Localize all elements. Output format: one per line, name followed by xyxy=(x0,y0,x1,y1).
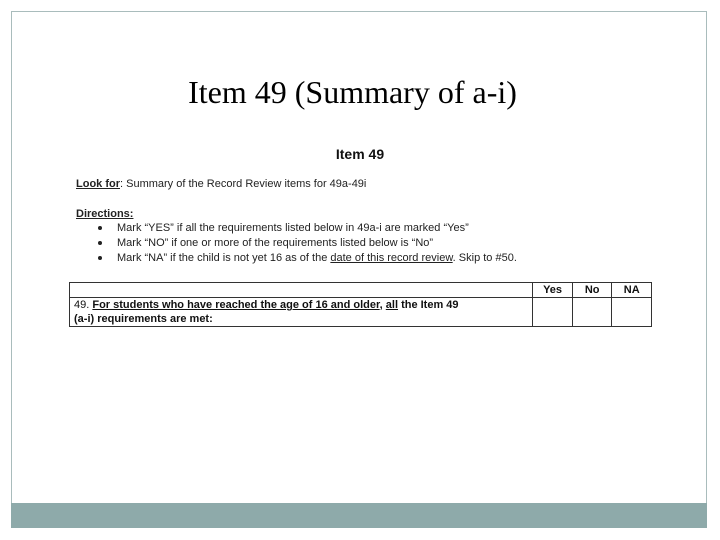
question-cell: 49. For students who have reached the age of 16 and older, all the Item 49 (a-i) requirements are met: xyxy=(70,298,533,327)
table-row xyxy=(70,298,652,327)
item-49-table xyxy=(69,282,652,327)
direction-no: Mark “NO” if one or more of the requirements listed below is “No” xyxy=(98,236,517,251)
direction-yes: Mark “YES” if all the requirements listed below in 49a-i are marked “Yes” xyxy=(98,221,517,236)
look-for-line xyxy=(76,178,366,190)
answer-cell-yes[interactable] xyxy=(533,298,573,327)
header-na: NA xyxy=(612,283,652,298)
look-for-label: Look for xyxy=(76,178,120,190)
directions-label: Directions: xyxy=(76,208,134,220)
question-line-2: (a-i) requirements are met: xyxy=(74,313,213,325)
answer-cell-na[interactable] xyxy=(612,298,652,327)
slide-title: Item 49 (Summary of a-i) xyxy=(188,74,517,110)
table-corner xyxy=(70,283,533,298)
footer-bar xyxy=(11,503,707,528)
question-condition: For students who have reached the age of 16 and older xyxy=(92,299,380,311)
directions-list xyxy=(98,221,517,266)
header-yes: Yes xyxy=(533,283,573,298)
direction-na: Mark “NA” if the child is not yet 16 as of the date of this record review. Skip to #50. xyxy=(98,251,517,266)
answer-cell-no[interactable] xyxy=(572,298,611,327)
record-review-date-text: date of this record review xyxy=(330,252,453,264)
header-no: No xyxy=(572,283,611,298)
look-for-text: : Summary of the Record Review items for 49a-49i xyxy=(120,178,367,190)
document-heading: Item 49 xyxy=(335,146,385,162)
table-header-row xyxy=(70,283,652,298)
